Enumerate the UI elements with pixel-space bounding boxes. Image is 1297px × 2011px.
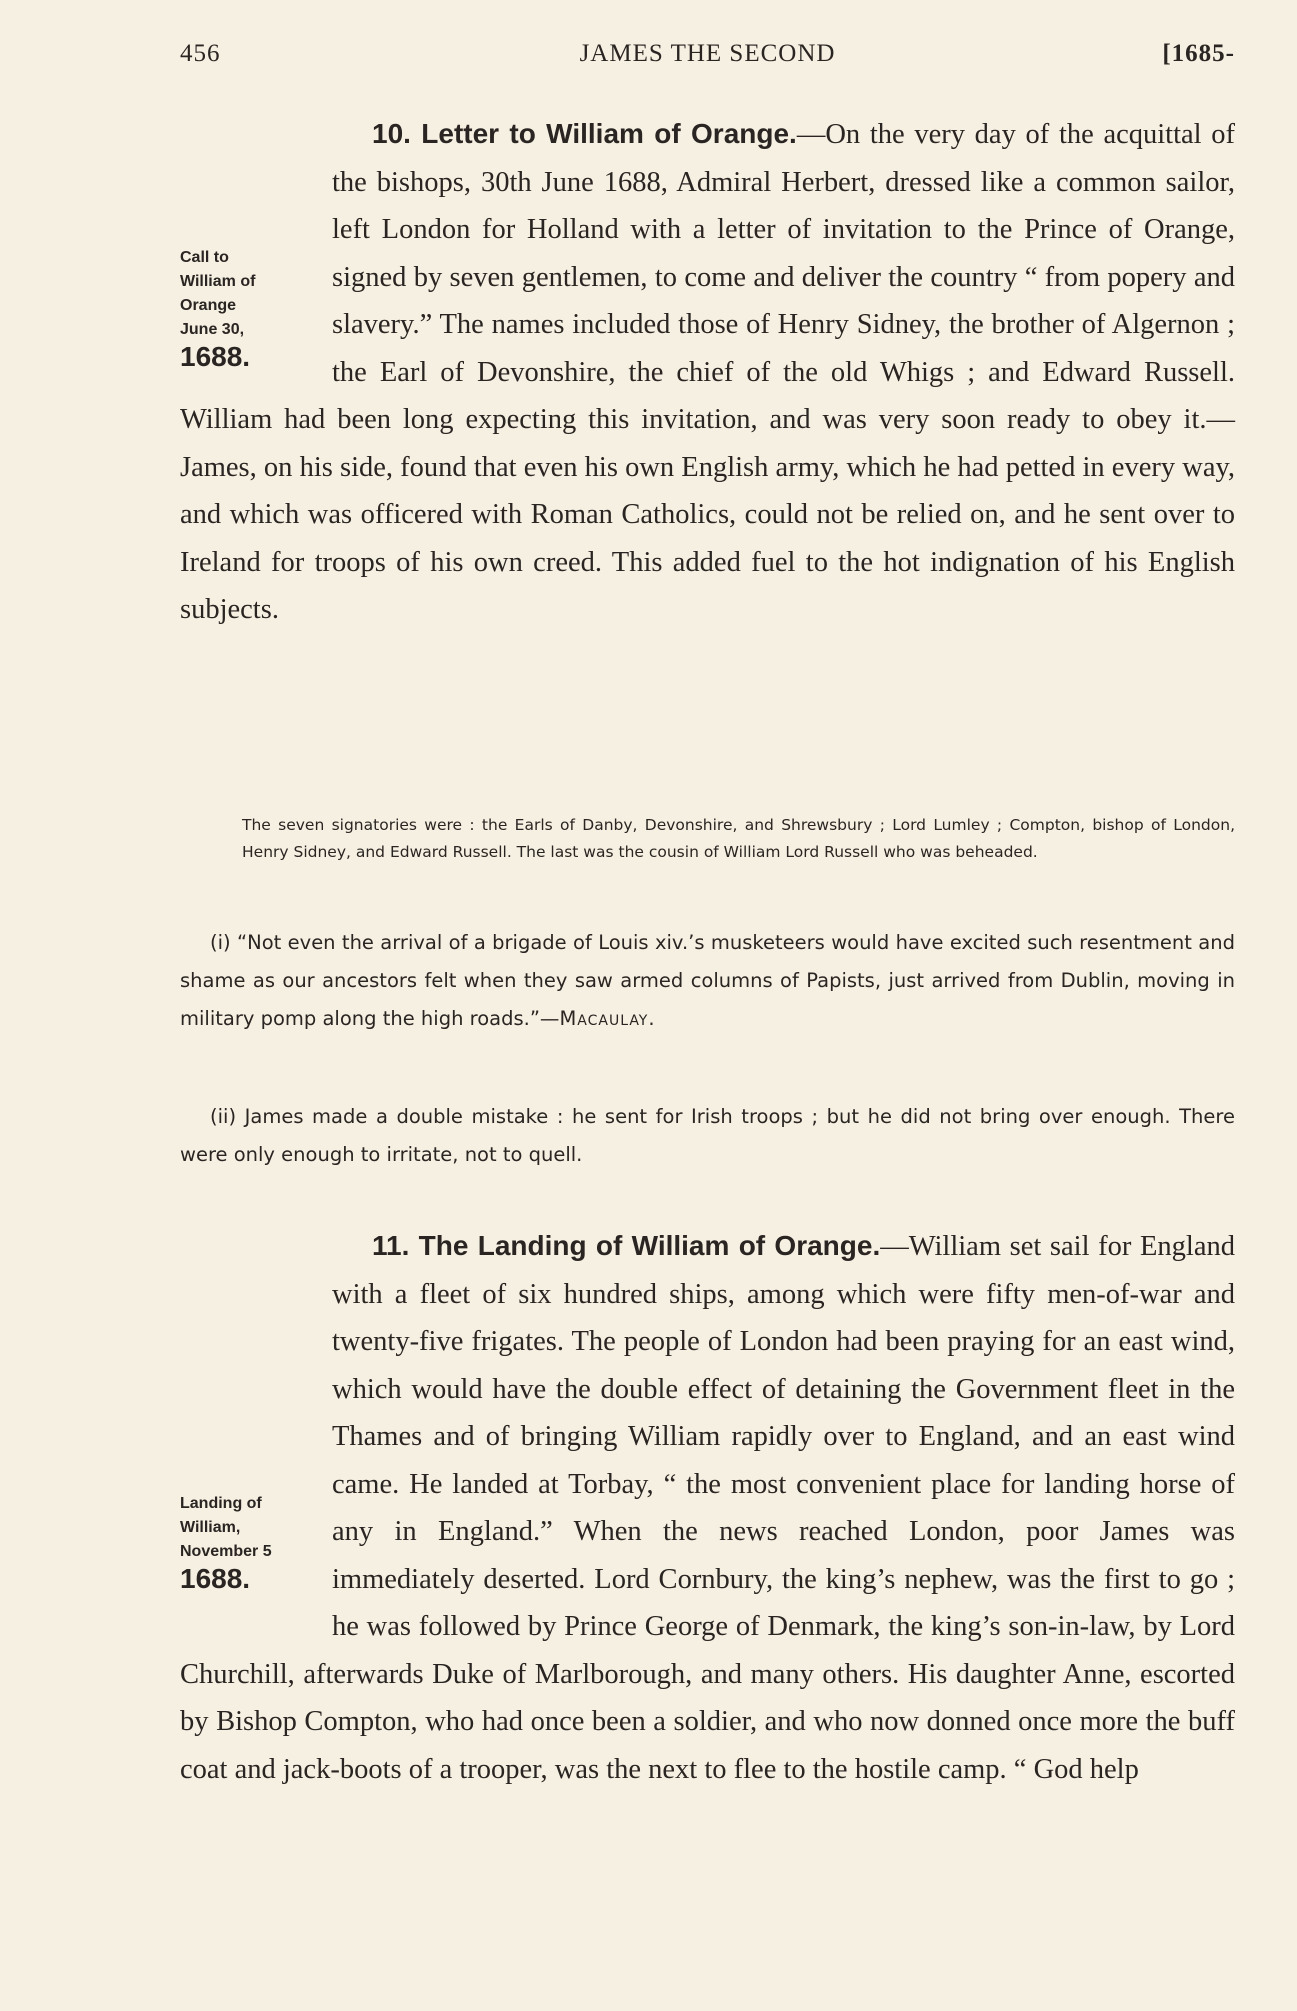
section-10-paragraph <box>180 110 1235 634</box>
section-10-body: —On the very day of the acquittal of the bishops, 30th June 1688, Admiral Herbert, dressed like a common sailor, left London for Holland with a letter of invitation to the Prince of Orange, signed by seven gentlemen, to come and deliver the country “ from popery and slavery.” The names included those of Henry Sidney, the brother of Algernon ; the Earl of Devonshire, the chief of the old Whigs ; and Edward Russell. William had been long expecting this invitation, and was very soon ready to obey it.— James, on his side, found that even his own English army, which he had petted in every way, and which was officered with Roman Catholics, could not be relied on, and he sent over to Ireland for troops of his own creed. This added fuel to the hot indignation of his English subjects. <box>180 119 1235 625</box>
page-number: 456 <box>180 40 221 67</box>
section-11-heading: 11. The Landing of William of Orange. <box>372 1230 881 1261</box>
running-title: JAMES THE SECOND <box>579 40 836 67</box>
note-i-quote: (i) “Not even the arrival of a brigade of Louis xiv.’s musketeers would have excited such resentment and shame as our ancestors felt when they saw armed columns of Papists, just arrived from Dublin, moving in military pomp along the high roads.”— <box>180 931 1235 1030</box>
margin-note-line: Call to <box>180 249 229 266</box>
note-i <box>180 924 1235 1038</box>
section-11-paragraph <box>180 1222 1235 1793</box>
note-ii-body: (ii) James made a double mistake : he sent for Irish troops ; but he did not bring over enough. There were only enough to irritate, not to quell. <box>180 1105 1235 1166</box>
margin-spacer <box>180 205 332 395</box>
section-11 <box>180 1222 1235 1793</box>
note-i-text <box>180 924 1235 1038</box>
note-i-author: Macaulay. <box>559 1007 656 1030</box>
margin-note-line: November 5 <box>180 1543 272 1560</box>
margin-note-line: William of <box>180 273 256 290</box>
note-ii <box>180 1098 1235 1174</box>
section-10 <box>180 110 1235 634</box>
section-10-heading: 10. Letter to William of Orange. <box>372 118 797 149</box>
margin-note-line: William, <box>180 1519 241 1536</box>
running-year: [1685- <box>1162 40 1235 67</box>
running-head <box>180 40 1235 80</box>
footnote-signatories <box>180 812 1235 866</box>
note-ii-text <box>180 1098 1235 1174</box>
margin-note-line: June 30, <box>180 321 245 338</box>
margin-note-line: Orange <box>180 297 237 314</box>
footnote-text: The seven signatories were : the Earls of Danby, Devonshire, and Shrewsbury ; Lord Lumley ; Compton, bishop of London, Henry Sidney, and Edward Russell. The last was the cousin of William Lord Russell who was beheaded. <box>242 816 1235 861</box>
margin-note-year: 1688. <box>180 1563 251 1594</box>
margin-note-year: 1688. <box>180 341 251 372</box>
margin-spacer <box>180 1459 332 1649</box>
section-11-body: —William set sail for England with a fleet of six hundred ships, among which were fifty men-of-war and twenty-five frigates. The people of London had been praying for an east wind, which would have the double effect of detaining the Government fleet in the Thames and of bringing William rapidly over to England, and an east wind came. He landed at Torbay, “ the most convenient place for landing horse of any in England.” When the news reached London, poor James was immediately deserted. Lord Cornbury, the king’s nephew, was the first to go ; he was followed by Prince George of Denmark, the king’s son-in-law, by Lord Churchill, afterwards Duke of Marlborough, and many others. His daughter Anne, escorted by Bishop Compton, who had once been a soldier, and who now donned once more the buff coat and jack-boots of a trooper, was the next to flee to the hostile camp. “ God help <box>180 1231 1235 1785</box>
margin-note-line: Landing of <box>180 1495 262 1512</box>
